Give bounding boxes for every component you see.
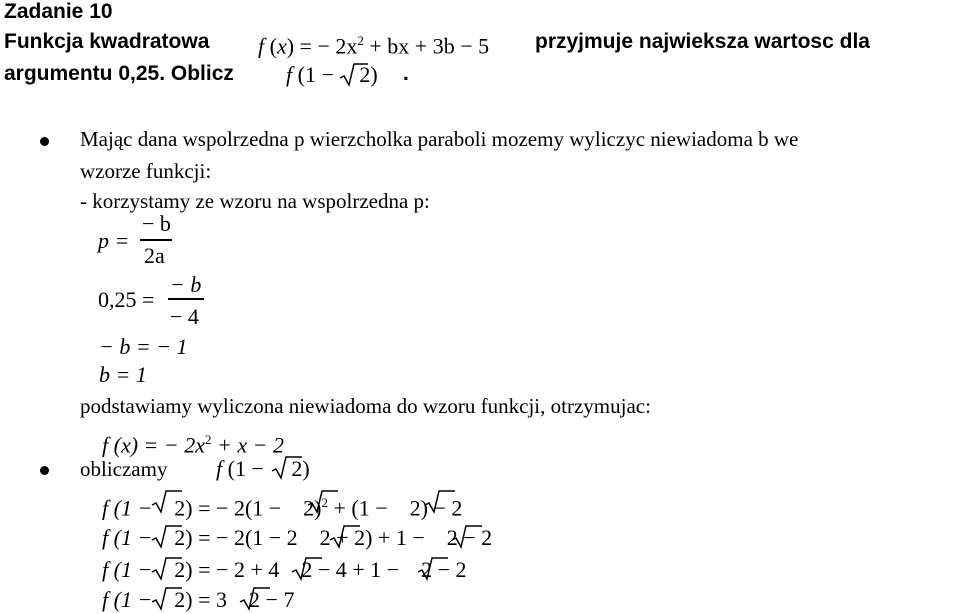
neg-b-equation: − b = − 1 (99, 334, 188, 359)
task-title: Zadanie 10 (4, 0, 113, 23)
sqrt-symbol (452, 525, 484, 549)
sqrt-symbol (152, 525, 184, 549)
computation-line-3: f (1 − 2) = − 2 + 4 2 − 4 + 1 − 2 − 2 (102, 557, 467, 582)
p-fraction-bar (140, 239, 172, 241)
compute-expression: f (1 − 2) (216, 456, 310, 481)
substitute-text: podstawiamy wyliczona niewiadoma do wzoru funkcji, otrzymujac: (80, 394, 651, 418)
vertex-fraction-bar (168, 298, 204, 300)
computation-line-1: f (1 − 2) = − $2(1 - 2)^2 + (1 - 2) - 2$ (102, 495, 463, 521)
computation-line-4: f (1 − 2) = 3 2 − 7 (102, 587, 295, 612)
heading-function-formula: f (x) = − $2x^2$ + bx + 3b − 5 (258, 33, 490, 59)
computation-line-2: f (1 − 2) = − 2(1 − 2 2 + 2) + 1 − 2 − 2 (102, 525, 493, 550)
p-numerator: − b (142, 211, 171, 236)
formula-step: - korzystamy ze wzoru na wspolrzedna p: (80, 189, 430, 213)
sqrt-symbol (152, 557, 184, 581)
final-function-formula: f (x) = − $2x^2 + x - 2$ (102, 432, 284, 458)
vertex-lhs: 0,25 = (98, 287, 155, 312)
sqrt-symbol (308, 490, 340, 514)
sqrt-symbol (340, 63, 370, 87)
b-value-equation: b = 1 (99, 362, 147, 387)
bullet-point (40, 466, 49, 475)
bullet-point (40, 137, 49, 146)
vertex-denominator: − 4 (170, 304, 199, 329)
sqrt-symbol (240, 587, 272, 611)
task-line1-suffix: przyjmuje najwieksza wartosc dla (535, 30, 870, 53)
sqrt-symbol (272, 456, 304, 480)
sqrt-symbol (152, 587, 184, 611)
heading-compute-expression: f (1 − 2) (286, 62, 378, 87)
task-line1-prefix: Funkcja kwadratowa (4, 30, 210, 53)
sqrt-symbol (152, 490, 184, 514)
sqrt-symbol (418, 557, 450, 581)
sqrt-symbol (425, 490, 457, 514)
sqrt-symbol (292, 557, 324, 581)
task-line2-suffix: . (403, 62, 409, 85)
vertex-numerator: − b (170, 272, 202, 297)
sqrt-symbol (330, 525, 362, 549)
task-line2-prefix: argumentu 0,25. Oblicz (4, 62, 234, 85)
compute-label: obliczamy (80, 457, 168, 481)
intro-line1: Mając dana wspolrzedna p wierzcholka paraboli mozemy wyliczyc niewiadoma b we (80, 127, 799, 151)
p-lhs: p = (98, 228, 130, 253)
intro-line2: wzorze funkcji: (80, 159, 212, 183)
p-denominator: 2a (144, 243, 165, 268)
